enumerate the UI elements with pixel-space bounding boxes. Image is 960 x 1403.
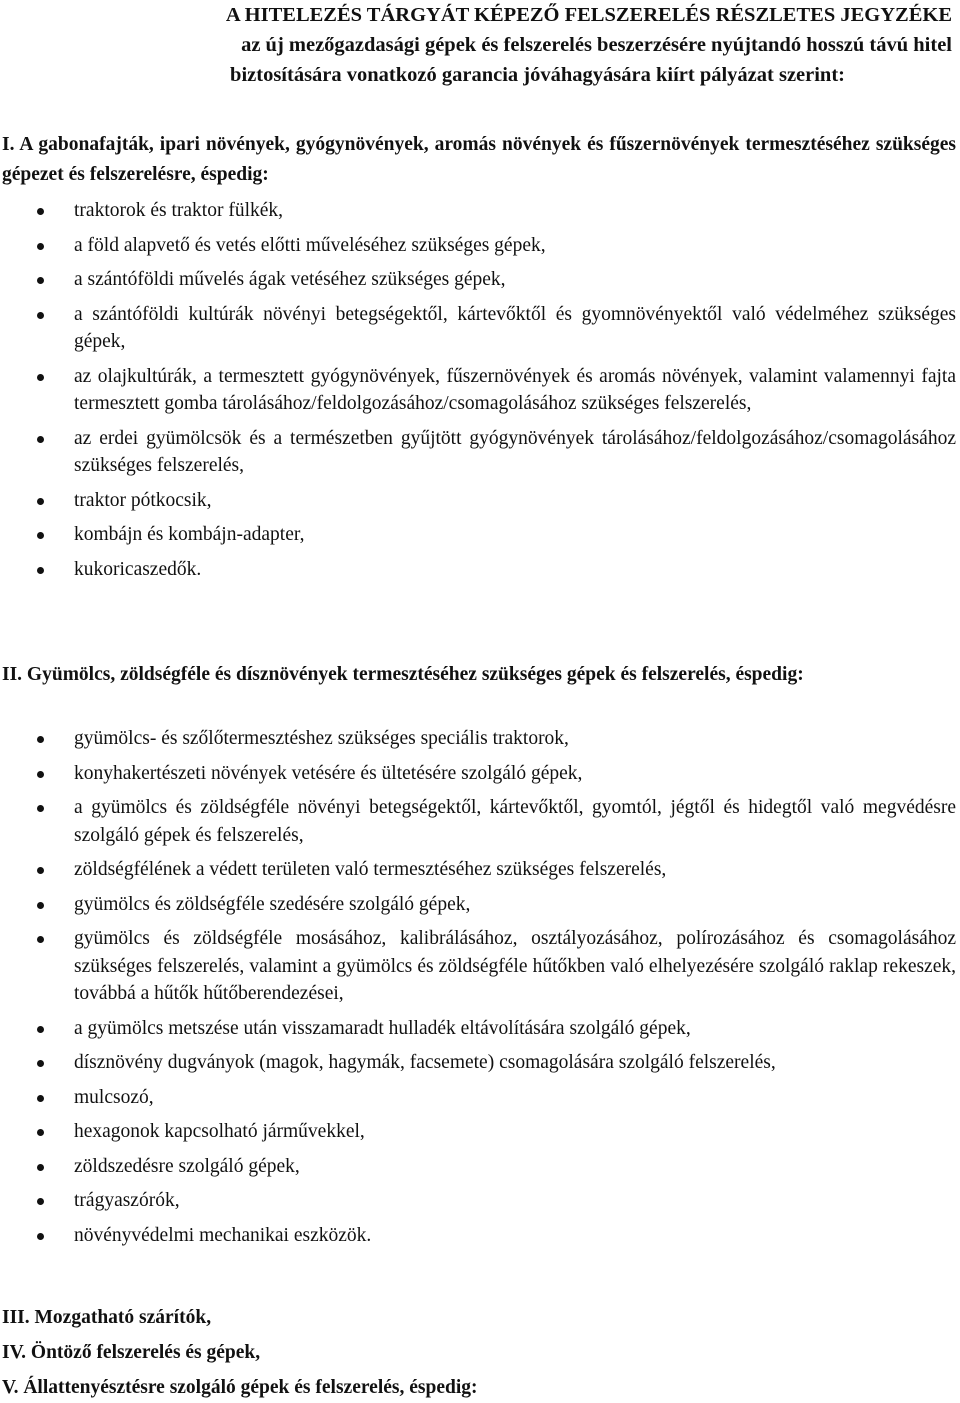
bullet-icon (37, 436, 44, 443)
list-item: a gyümölcs metszése után visszamaradt hulladék eltávolítására szolgáló gépek, (0, 1015, 956, 1043)
section-4-heading: IV. Öntöző felszerelés és gépek, (2, 1342, 261, 1363)
bullet-icon (37, 1095, 44, 1102)
bullet-icon (37, 312, 44, 319)
section-5-heading: V. Állattenyésztésre szolgáló gépek és felszerelés, éspedig: (2, 1377, 478, 1398)
bullet-icon (37, 902, 44, 909)
bullet-icon (37, 867, 44, 874)
bullet-icon (37, 1060, 44, 1067)
list-item: konyhakertészeti növények vetésére és ültetésére szolgáló gépek, (0, 760, 956, 788)
section-2-heading: II. Gyümölcs, zöldségféle és dísznövények termesztéséhez szükséges gépek és felszerelés, éspedig: (2, 664, 804, 685)
bullet-icon (37, 208, 44, 215)
bullet-icon (37, 805, 44, 812)
header-subtitle-line-1: az új mezőgazdasági gépek és felszerelés beszerzésére nyújtandó hosszú távú hitel (241, 34, 952, 56)
list-item: gyümölcs és zöldségféle szedésére szolgáló gépek, (0, 891, 956, 919)
bullet-icon (37, 498, 44, 505)
list-item: növényvédelmi mechanikai eszközök. (0, 1222, 956, 1250)
bullet-icon (37, 936, 44, 943)
section-1-heading: I. A gabonafajták, ipari növények, gyógynövények, aromás növények és fűszernövények termesztéséhez szükséges gépezet és felszerelésre, éspedig: (2, 134, 956, 185)
list-item: kukoricaszedők. (0, 556, 956, 584)
bullet-icon (37, 736, 44, 743)
bullet-icon (37, 374, 44, 381)
list-item: a szántóföldi kultúrák növényi betegségektől, kártevőktől és gyomnövényektől való védelméhez szükséges gépek, (0, 301, 956, 356)
document-header (0, 0, 960, 90)
list-item: zöldszedésre szolgáló gépek, (0, 1153, 956, 1181)
bullet-icon (37, 532, 44, 539)
list-item: az olajkultúrák, a termesztett gyógynövények, fűszernövények és aromás növények, valamint valamennyi fajta termesztett gomba tárolásához/feldolgozásához/csomagolásához szükséges felszerelés, (0, 363, 956, 418)
list-item: traktor pótkocsik, (0, 487, 956, 515)
bullet-icon (37, 1026, 44, 1033)
bullet-icon (37, 277, 44, 284)
list-item: dísznövény dugványok (magok, hagymák, facsemete) csomagolására szolgáló felszerelés, (0, 1049, 956, 1077)
section-3-heading: III. Mozgatható szárítók, (2, 1307, 212, 1328)
list-item: a föld alapvető és vetés előtti műveléséhez szükséges gépek, (0, 232, 956, 260)
list-item: traktorok és traktor fülkék, (0, 197, 956, 225)
section-1-list (0, 197, 956, 583)
bullet-icon (37, 1164, 44, 1171)
list-item: a szántóföldi művelés ágak vetéséhez szükséges gépek, (0, 266, 956, 294)
list-item: mulcsozó, (0, 1084, 956, 1112)
bullet-icon (37, 1198, 44, 1205)
section-2-list (0, 725, 956, 1249)
list-item: zöldségfélének a védett területen való termesztéséhez szükséges felszerelés, (0, 856, 956, 884)
bullet-icon (37, 1233, 44, 1240)
list-item: kombájn és kombájn-adapter, (0, 521, 956, 549)
list-item: az erdei gyümölcsök és a természetben gyűjtött gyógynövények tárolásához/feldolgozásához/csomagolásához szükséges felszerelés, (0, 425, 956, 480)
header-title: A HITELEZÉS TÁRGYÁT KÉPEZŐ FELSZERELÉS RÉSZLETES JEGYZÉKE (225, 4, 952, 26)
bullet-icon (37, 771, 44, 778)
list-item: gyümölcs- és szőlőtermesztéshez szükséges speciális traktorok, (0, 725, 956, 753)
header-subtitle-line-2: biztosítására vonatkozó garancia jóváhagyására kiírt pályázat szerint: (230, 64, 845, 86)
bullet-icon (37, 243, 44, 250)
list-item: trágyaszórók, (0, 1187, 956, 1215)
list-item: hexagonok kapcsolható járművekkel, (0, 1118, 956, 1146)
bullet-icon (37, 567, 44, 574)
list-item: a gyümölcs és zöldségféle növényi betegségektől, kártevőktől, gyomtól, jégtől és hidegtől való megvédésre szolgáló gépek és felszerelés, (0, 794, 956, 849)
bullet-icon (37, 1129, 44, 1136)
list-item: gyümölcs és zöldségféle mosásához, kalibrálásához, osztályozásához, polírozásához és csomagolásához szükséges felszerelés, valamint a gyümölcs és zöldségféle hűtőkben való elhelyezésére szolgáló raklap rekeszek, továbbá a hűtők hűtőberendezései, (0, 925, 956, 1008)
